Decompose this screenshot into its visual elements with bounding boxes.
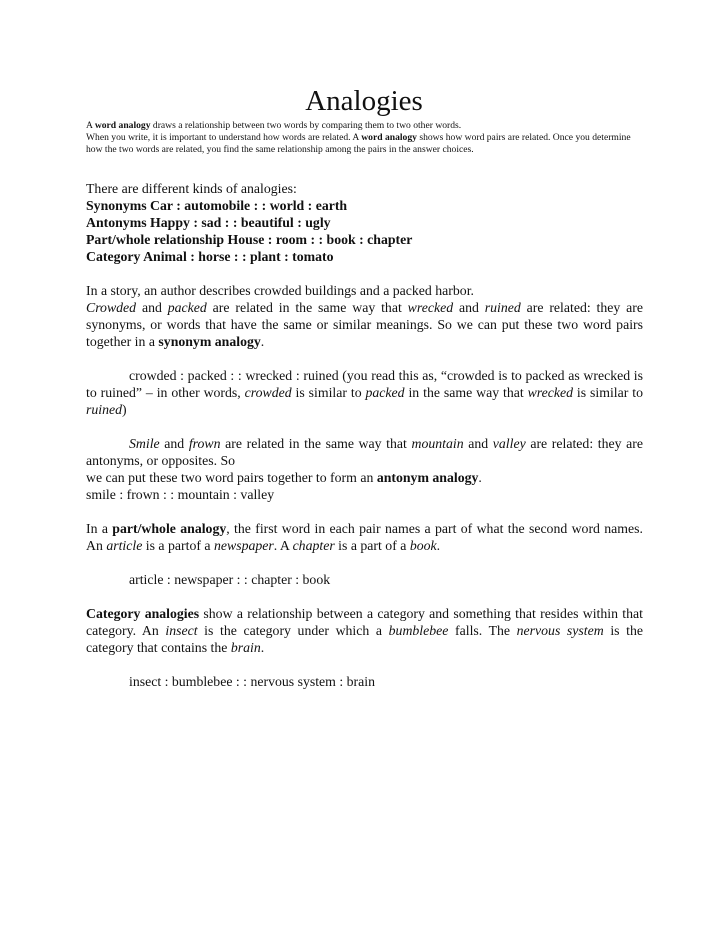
spacer xyxy=(86,554,643,571)
text: . xyxy=(260,640,265,655)
bold-term: antonym analogy xyxy=(376,470,479,485)
kind-label: Antonyms Happy : sad : : beautiful : ugly xyxy=(86,215,331,230)
bold-term: synonym analogy xyxy=(158,334,261,349)
text: is a part of a xyxy=(334,538,410,553)
antonym-example: smile : frown : : mountain : valley xyxy=(86,487,275,502)
synonym-example xyxy=(86,367,643,418)
intro-bold-term: word analogy xyxy=(94,120,151,131)
spacer xyxy=(86,350,643,367)
italic-term: book xyxy=(409,538,437,553)
spacer xyxy=(86,418,643,435)
kind-label: Part/whole relationship House : room : : book : chapter xyxy=(86,232,413,247)
category-paragraph xyxy=(86,605,643,656)
italic-term: nervous system xyxy=(516,623,604,638)
text: show a relationship between a category and something that resides within that category. An xyxy=(86,606,643,638)
italic-term: Smile xyxy=(129,436,160,451)
text: In a xyxy=(86,521,113,536)
italic-term: packed xyxy=(167,300,207,315)
italic-term: Crowded xyxy=(86,300,137,315)
italic-term: wrecked xyxy=(407,300,454,315)
italic-term: article xyxy=(106,538,143,553)
italic-term: insect xyxy=(165,623,198,638)
text: and xyxy=(453,300,485,315)
spacer xyxy=(86,656,643,673)
italic-term: crowded xyxy=(244,385,292,400)
text: we can put these two word pairs together to form an xyxy=(86,470,377,485)
text: and xyxy=(159,436,189,451)
italic-term: chapter xyxy=(292,538,335,553)
text: is a partof a xyxy=(142,538,214,553)
kind-label: Category Animal : horse : : plant : tomato xyxy=(86,249,334,264)
intro-paragraph-1 xyxy=(86,120,642,132)
intro-section xyxy=(86,120,642,155)
text: , the first word in each pair names a part of what the second word names. An xyxy=(86,521,643,553)
italic-term: frown xyxy=(188,436,221,451)
text: are related in the same way that xyxy=(220,436,412,451)
intro-bold-term: word analogy xyxy=(361,131,417,143)
italic-term: valley xyxy=(492,436,526,451)
text: is the category that contains the xyxy=(86,623,643,655)
intro-text: draws a relationship between two words by comparing them to two other words. xyxy=(150,120,462,131)
intro-paragraph-2 xyxy=(86,132,642,156)
spacer xyxy=(86,588,643,605)
part-whole-example: article : newspaper : : chapter : book xyxy=(129,572,331,587)
antonym-line xyxy=(86,469,643,486)
kind-category xyxy=(86,248,643,265)
antonym-paragraph xyxy=(86,435,643,469)
italic-term: wrecked xyxy=(527,385,574,400)
kind-synonyms xyxy=(86,197,643,214)
text: is the category under which a xyxy=(197,623,389,638)
kind-label: Synonyms Car : automobile : : world : earth xyxy=(86,198,348,213)
text: and xyxy=(136,300,168,315)
text: . xyxy=(260,334,265,349)
kind-antonyms xyxy=(86,214,643,231)
intro-text: shows how word pairs are related. Once you determine how the two words are related, you find the same relationship among the pairs in the answer choices. xyxy=(86,131,631,155)
text: crowded : packed : : wrecked : ruined (you read this as, “crowded is to packed as wrecked is to ruined” – in other words, xyxy=(86,368,643,400)
italic-term: ruined xyxy=(86,402,123,417)
intro-text: When you write, it is important to understand how words are related. A xyxy=(86,131,362,143)
text: . xyxy=(478,470,482,485)
text: and xyxy=(463,436,493,451)
category-example: insect : bumblebee : : nervous system : brain xyxy=(129,674,375,689)
text: falls. The xyxy=(448,623,517,638)
italic-term: packed xyxy=(365,385,405,400)
synonym-paragraph xyxy=(86,299,643,350)
text: are related in the same way that xyxy=(206,300,408,315)
text: ) xyxy=(122,402,127,417)
bold-term: Category analogies xyxy=(86,606,200,621)
text: are related: they are synonyms, or words that have the same or similar meanings. So we can put these two word pairs together in a xyxy=(86,300,643,349)
page-title: Analogies xyxy=(305,85,423,117)
spacer xyxy=(86,265,643,282)
text: . xyxy=(436,538,441,553)
part-whole-paragraph xyxy=(86,520,643,554)
story-line: In a story, an author describes crowded buildings and a packed harbor. xyxy=(86,283,474,298)
text: is similar to xyxy=(291,385,366,400)
bold-term: part/whole analogy xyxy=(112,521,227,536)
text: in the same way that xyxy=(404,385,528,400)
text: . A xyxy=(273,538,293,553)
kinds-heading: There are different kinds of analogies: xyxy=(86,181,297,196)
kind-part-whole xyxy=(86,231,643,248)
main-body xyxy=(86,180,643,690)
text: are related: they are antonyms, or opposites. So xyxy=(86,436,644,468)
spacer xyxy=(86,503,643,520)
text: is similar to xyxy=(573,385,643,400)
italic-term: bumblebee xyxy=(388,623,449,638)
italic-term: brain xyxy=(230,640,261,655)
italic-term: newspaper xyxy=(213,538,274,553)
italic-term: ruined xyxy=(484,300,521,315)
intro-text: A xyxy=(86,120,95,131)
italic-term: mountain xyxy=(411,436,464,451)
